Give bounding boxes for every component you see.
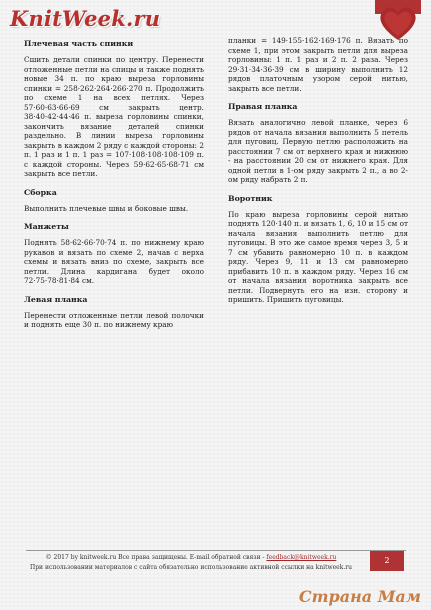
usage-notice: При использовании материалов с сайта обязательно использование активной ссылки на knitweek.ru (29, 564, 353, 571)
copyright-text: © 2017 by knitweek.ru Все права защищены. E-mail обратной связи - (45, 554, 267, 561)
section-text: По краю выреза горловины серой нитью поднять 120·140 п. и вязать 1, 6, 10 и 15 см от начала вязания выполнить петлю для пуговицы. В это же самое время через 3, 5 и 7 см убавить равномерно 10 п. в каждом ряду. Через 9, 11 и 13 см равномерно прибавить 10 п. в каждом ряду. Через 16 см от начала вязания воротника закрыть все петли. Подвернуть его на изн. сторону и пришить. Пришить пуговицы. (228, 209, 408, 304)
section-text: Выполнить плечевые швы и боковые швы. (24, 203, 189, 213)
page-footer (26, 550, 406, 579)
section-text: Поднять 58·62·66·70·74 п. по нижнему краю рукавов и вязать по схеме 2, начав с верха схемы и вязать вниз по схеме, закрыть все петли. Длина кардигана будет около 72·75·78·81·84 см. (24, 238, 204, 285)
watermark-logo: Страна Мам (298, 587, 421, 606)
copyright-line (26, 554, 356, 561)
page-number: 2 (370, 551, 404, 571)
feedback-email-link[interactable]: feedback@knitweek.ru (266, 554, 337, 561)
section-heading: Плечевая часть спинки (24, 39, 134, 48)
section-text: планки = 149·155·162·169·176 п. Вязать по схеме 1, при этом закрыть петли для выреза горловины: 1 п. 1 раз и 2 п. 2 раза. Через 29·31·34·36·39 см в ширину выполнить 12 рядов платочным узором серой нитью, закрыть все петли. (228, 36, 408, 93)
section-text: Сшить детали спинки по центру. Перенести отложенные петли на спицы и также поднять новые 34 п. по краю выреза горловины спинки = 258·262·264·266·270 п. Продолжить по схеме 1 на всех петлях. Через 57·60·63·66·69 см закрыть центр. 38·40·42·44·46 п. выреза горловины спинки, закончить вязание деталей спинки раздельно. В линии выреза горловины закрыть в каждом 2 ряду с каждой стороны: 2 п. 1 раз и 1 п. 1 раз = 107·108·108·108·109 п. с каждой стороны. Через 59·62·65·68·71 см закрыть все петли. (24, 55, 204, 178)
right-column (228, 36, 408, 314)
article-content (24, 36, 408, 520)
section-text: Перенести отложенные петли левой полочки и поднять еще 30 п. по нижнему краю (24, 310, 204, 329)
section-heading: Воротник (228, 193, 273, 203)
section-heading: Сборка (24, 187, 57, 197)
section-heading: Левая планка (24, 294, 88, 304)
page-header (0, 0, 431, 36)
site-logo[interactable]: KnitWeek.ru (10, 6, 161, 31)
left-column (24, 36, 204, 339)
section-heading: Манжеты (24, 222, 69, 231)
section-text: Вязать аналогично левой планке, через 6 рядов от начала вязания выполнить 5 петель для пуговиц. Первую петлю расположить на расстоянии 7 см от верхнего края и нижнюю - на расстоянии 20 см от нижнего края. Для одной петли в 1-ом ряду закрыть 2 п., а во 2-ом ряду набрать 2 п. (228, 118, 408, 184)
section-heading: Правая планка (228, 102, 298, 111)
